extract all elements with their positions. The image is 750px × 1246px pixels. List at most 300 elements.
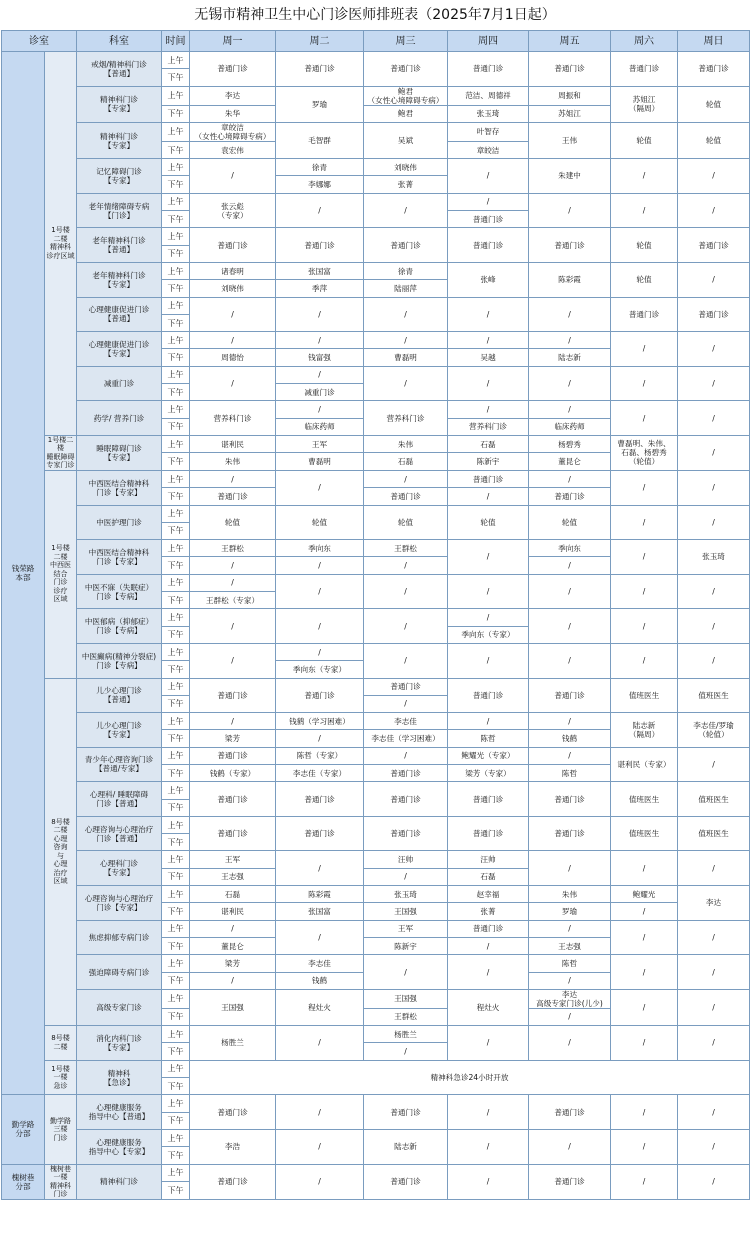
- schedule-cell: /: [190, 609, 276, 644]
- schedule-cell: 钱富强: [276, 349, 364, 366]
- time-am: 上午: [162, 816, 190, 833]
- time-pm: 下午: [162, 1008, 190, 1025]
- schedule-cell: 值班医生: [611, 816, 678, 851]
- header-thu: 周四: [448, 31, 529, 52]
- header-wed: 周三: [364, 31, 448, 52]
- header-time: 时间: [162, 31, 190, 52]
- dept-cell: 心理科/ 睡眠障碍 门诊【普通】: [77, 782, 162, 817]
- time-am: 上午: [162, 228, 190, 245]
- time-am: 上午: [162, 989, 190, 1008]
- schedule-cell: /: [276, 193, 364, 228]
- schedule-cell: 季萍: [276, 280, 364, 297]
- schedule-cell: 章皎洁 （女性心境障碍专病）: [190, 122, 276, 141]
- schedule-cell: 李达 高级专家门诊(儿少): [529, 989, 611, 1008]
- schedule-cell: /: [448, 488, 529, 505]
- schedule-cell: /: [364, 366, 448, 401]
- time-am: 上午: [162, 332, 190, 349]
- schedule-cell: 营养科门诊: [364, 401, 448, 436]
- schedule-cell: 轮值: [611, 122, 678, 158]
- schedule-cell: 曹磊明、朱伟、 石磊、杨碧秀 （轮值）: [611, 435, 678, 470]
- time-pm: 下午: [162, 418, 190, 435]
- schedule-cell: 王志强: [529, 937, 611, 954]
- schedule-cell: /: [276, 297, 364, 332]
- time-am: 上午: [162, 643, 190, 660]
- schedule-cell: 季向东（专家）: [276, 661, 364, 678]
- time-am: 上午: [162, 159, 190, 176]
- schedule-cell: 徐青: [364, 262, 448, 279]
- schedule-cell: /: [364, 695, 448, 712]
- schedule-cell: 石磊: [448, 435, 529, 453]
- schedule-cell: 陈哲: [448, 730, 529, 747]
- schedule-row: [2, 886, 750, 903]
- schedule-cell: /: [611, 159, 678, 194]
- schedule-cell: /: [529, 920, 611, 937]
- schedule-cell: 张菁: [364, 176, 448, 193]
- dept-cell: 药学/ 营养门诊: [77, 401, 162, 436]
- schedule-cell: 朱伟: [529, 886, 611, 903]
- schedule-cell: 轮值: [190, 505, 276, 540]
- schedule-cell: /: [276, 574, 364, 609]
- schedule-cell: 普通门诊: [190, 678, 276, 713]
- division-cell: 1号楼 二楼 精神科 诊疗区域: [45, 52, 77, 436]
- schedule-cell: /: [611, 401, 678, 436]
- schedule-cell: 王群松: [364, 540, 448, 557]
- schedule-cell: 普通门诊: [529, 678, 611, 713]
- time-pm: 下午: [162, 280, 190, 297]
- schedule-cell: /: [448, 1129, 529, 1164]
- schedule-cell: /: [276, 557, 364, 574]
- time-pm: 下午: [162, 453, 190, 471]
- schedule-cell: /: [190, 366, 276, 401]
- schedule-cell: 王志强: [190, 868, 276, 885]
- schedule-cell: 鲍君: [364, 105, 448, 122]
- schedule-cell: 周振和: [529, 86, 611, 105]
- schedule-cell: 石磊: [448, 868, 529, 885]
- schedule-cell: /: [276, 1026, 364, 1061]
- schedule-cell: 普通门诊: [364, 52, 448, 87]
- schedule-cell: 张玉琦: [678, 540, 750, 575]
- schedule-cell: 李志佳（学习困难）: [364, 730, 448, 747]
- time-pm: 下午: [162, 522, 190, 539]
- time-pm: 下午: [162, 1078, 190, 1095]
- section-cell: 槐树巷 分部: [2, 1164, 45, 1199]
- schedule-cell: /: [611, 989, 678, 1025]
- schedule-cell: 普通门诊: [678, 297, 750, 332]
- schedule-cell: 轮值: [276, 505, 364, 540]
- schedule-cell: 普通门诊: [364, 228, 448, 263]
- time-am: 上午: [162, 713, 190, 730]
- schedule-cell: 董昆仑: [529, 453, 611, 471]
- time-pm: 下午: [162, 141, 190, 158]
- dept-cell: 中医郁病（抑郁症） 门诊【专病】: [77, 609, 162, 644]
- schedule-cell: /: [678, 747, 750, 782]
- schedule-cell: /: [276, 851, 364, 886]
- schedule-cell: 普通门诊: [190, 747, 276, 764]
- schedule-cell: 普通门诊: [364, 1164, 448, 1199]
- time-pm: 下午: [162, 211, 190, 228]
- schedule-cell: 季向东（专家）: [448, 626, 529, 643]
- time-am: 上午: [162, 920, 190, 937]
- schedule-cell: 赵幸福: [448, 886, 529, 903]
- schedule-cell: /: [611, 366, 678, 401]
- schedule-cell: /: [678, 1026, 750, 1061]
- schedule-cell: 普通门诊: [190, 488, 276, 505]
- schedule-cell: 汪帅: [364, 851, 448, 868]
- schedule-cell: 杨胜兰: [190, 1026, 276, 1061]
- schedule-cell: 减重门诊: [276, 384, 364, 401]
- time-am: 上午: [162, 1164, 190, 1181]
- dept-cell: 心理咨询与心理治疗 门诊【专家】: [77, 886, 162, 921]
- time-am: 上午: [162, 297, 190, 314]
- schedule-cell: 曹磊明: [364, 349, 448, 366]
- schedule-cell: 朱伟: [190, 453, 276, 471]
- schedule-cell: 陈新宇: [364, 937, 448, 954]
- dept-cell: 精神科门诊: [77, 1164, 162, 1199]
- schedule-cell: 普通门诊: [276, 228, 364, 263]
- schedule-cell: 普通门诊: [276, 52, 364, 87]
- time-am: 上午: [162, 193, 190, 210]
- schedule-cell: /: [364, 1043, 448, 1060]
- schedule-cell: /: [529, 972, 611, 989]
- time-pm: 下午: [162, 1043, 190, 1060]
- time-pm: 下午: [162, 488, 190, 505]
- schedule-cell: /: [529, 1026, 611, 1061]
- schedule-cell: 罗瑜: [529, 903, 611, 920]
- schedule-cell: 朱华: [190, 105, 276, 122]
- schedule-row: [2, 816, 750, 833]
- time-pm: 下午: [162, 384, 190, 401]
- schedule-cell: 普通门诊: [529, 1164, 611, 1199]
- schedule-cell: /: [364, 747, 448, 764]
- dept-cell: 老年情绪障碍专病 【门诊】: [77, 193, 162, 228]
- schedule-cell: /: [678, 643, 750, 678]
- schedule-cell: /: [364, 297, 448, 332]
- schedule-cell: 轮值: [364, 505, 448, 540]
- schedule-cell: 张云彪 （专家）: [190, 193, 276, 228]
- schedule-cell: /: [364, 470, 448, 487]
- schedule-cell: 刘晓伟: [190, 280, 276, 297]
- schedule-cell: /: [448, 366, 529, 401]
- schedule-cell: 朱建中: [529, 159, 611, 194]
- dept-cell: 老年精神科门诊 【普通】: [77, 228, 162, 263]
- schedule-cell: /: [190, 332, 276, 349]
- schedule-cell: /: [448, 193, 529, 210]
- time-am: 上午: [162, 122, 190, 141]
- schedule-cell: /: [678, 401, 750, 436]
- schedule-cell: 陆丽萍: [364, 280, 448, 297]
- schedule-cell: 普通门诊: [364, 764, 448, 781]
- schedule-cell: /: [611, 955, 678, 990]
- time-pm: 下午: [162, 176, 190, 193]
- schedule-cell: /: [611, 1026, 678, 1061]
- schedule-cell: /: [611, 332, 678, 367]
- schedule-cell: 李达: [190, 86, 276, 105]
- section-cell: 钱荣路 本部: [2, 52, 45, 1095]
- schedule-cell: 叶智存: [448, 122, 529, 141]
- time-pm: 下午: [162, 799, 190, 816]
- schedule-cell: /: [529, 574, 611, 609]
- time-am: 上午: [162, 782, 190, 799]
- schedule-cell: 鲍君 （女性心境障碍专病）: [364, 86, 448, 105]
- schedule-cell: 王国强: [364, 989, 448, 1008]
- schedule-cell: 普通门诊: [190, 1164, 276, 1199]
- schedule-title: 无锡市精神卫生中心门诊医师排班表（2025年7月1日起）: [194, 7, 556, 23]
- header-sat: 周六: [611, 31, 678, 52]
- schedule-cell: 王军: [364, 920, 448, 937]
- schedule-cell: 普通门诊: [364, 488, 448, 505]
- schedule-cell: /: [611, 1164, 678, 1199]
- schedule-cell: 普通门诊: [448, 211, 529, 228]
- schedule-cell: 程灶火: [448, 989, 529, 1025]
- schedule-cell: 董昆仑: [190, 937, 276, 954]
- schedule-row: [2, 1060, 750, 1077]
- schedule-cell: /: [611, 1095, 678, 1130]
- schedule-cell: 李达: [678, 886, 750, 921]
- schedule-cell: /: [448, 401, 529, 418]
- schedule-cell: /: [448, 332, 529, 349]
- schedule-cell: /: [678, 1164, 750, 1199]
- header-clinic: 诊室: [2, 31, 77, 52]
- time-pm: 下午: [162, 626, 190, 643]
- schedule-cell: /: [276, 1095, 364, 1130]
- time-am: 上午: [162, 574, 190, 591]
- schedule-cell: 陈彩霞: [276, 886, 364, 903]
- header-tue: 周二: [276, 31, 364, 52]
- schedule-cell: /: [611, 574, 678, 609]
- schedule-cell: 袁宏伟: [190, 141, 276, 158]
- header-mon: 周一: [190, 31, 276, 52]
- schedule-row: [2, 920, 750, 937]
- schedule-cell: 轮值: [448, 505, 529, 540]
- schedule-cell: 石磊: [364, 453, 448, 471]
- schedule-row: [2, 713, 750, 730]
- schedule-cell: 刘晓伟: [364, 159, 448, 176]
- schedule-cell: /: [448, 713, 529, 730]
- schedule-cell: 鲍耀光: [611, 886, 678, 903]
- schedule-row: [2, 678, 750, 695]
- schedule-cell: 陆志新: [529, 349, 611, 366]
- time-pm: 下午: [162, 972, 190, 989]
- dept-cell: 心理科门诊 【专家】: [77, 851, 162, 886]
- schedule-cell: /: [611, 851, 678, 886]
- schedule-cell: 普通门诊: [190, 52, 276, 87]
- time-pm: 下午: [162, 105, 190, 122]
- schedule-cell: 王伟: [529, 122, 611, 158]
- schedule-row: [2, 86, 750, 105]
- schedule-cell: 王军: [276, 435, 364, 453]
- schedule-cell: 李浩: [190, 1129, 276, 1164]
- schedule-cell: 陈哲（专家）: [276, 747, 364, 764]
- schedule-cell: /: [276, 1164, 364, 1199]
- schedule-cell: 普通门诊: [448, 470, 529, 487]
- schedule-cell: 朱伟: [364, 435, 448, 453]
- schedule-cell: 普通门诊: [448, 816, 529, 851]
- schedule-cell: /: [611, 643, 678, 678]
- schedule-cell: /: [529, 713, 611, 730]
- schedule-cell: /: [190, 297, 276, 332]
- schedule-cell: 毛智群: [276, 122, 364, 158]
- dept-cell: 心理健康促进门诊 【普通】: [77, 297, 162, 332]
- schedule-cell: /: [529, 193, 611, 228]
- schedule-cell: 李志佳: [364, 713, 448, 730]
- schedule-cell: /: [364, 868, 448, 885]
- dept-cell: 精神科门诊 【专家】: [77, 122, 162, 158]
- schedule-cell: /: [364, 609, 448, 644]
- schedule-cell: 章皎洁: [448, 141, 529, 158]
- dept-cell: 记忆障碍门诊 【专家】: [77, 159, 162, 194]
- schedule-cell: 李志佳: [276, 955, 364, 972]
- schedule-row: [2, 470, 750, 487]
- schedule-cell: /: [611, 903, 678, 920]
- dept-cell: 儿少心理门诊 【普通】: [77, 678, 162, 713]
- time-am: 上午: [162, 678, 190, 695]
- schedule-cell: 陆志新: [364, 1129, 448, 1164]
- schedule-cell: 李志佳/罗瑜 （轮值）: [678, 713, 750, 748]
- schedule-cell: /: [611, 193, 678, 228]
- schedule-cell: 王国强: [190, 989, 276, 1025]
- schedule-cell: /: [678, 851, 750, 886]
- schedule-cell: 钱鹤（学习困难）: [276, 713, 364, 730]
- schedule-row: [2, 228, 750, 245]
- schedule-cell: /: [678, 505, 750, 540]
- dept-cell: 中西医结合精神科 门诊【专家】: [77, 540, 162, 575]
- time-am: 上午: [162, 609, 190, 626]
- schedule-cell: 普通门诊: [364, 1095, 448, 1130]
- schedule-row: [2, 366, 750, 383]
- schedule-row: [2, 193, 750, 210]
- schedule-cell: 王国强: [364, 903, 448, 920]
- schedule-cell: /: [448, 1026, 529, 1061]
- schedule-cell: /: [529, 609, 611, 644]
- schedule-row: [2, 332, 750, 349]
- schedule-cell: 值班医生: [611, 782, 678, 817]
- schedule-row: [2, 747, 750, 764]
- schedule-cell: /: [611, 1129, 678, 1164]
- schedule-cell: /: [529, 643, 611, 678]
- schedule-cell: /: [678, 435, 750, 470]
- schedule-row: [2, 52, 750, 69]
- time-pm: 下午: [162, 1147, 190, 1164]
- schedule-cell: 苏姐江: [529, 105, 611, 122]
- schedule-cell: /: [529, 401, 611, 418]
- time-pm: 下午: [162, 245, 190, 262]
- dept-cell: 强迫障碍专病门诊: [77, 955, 162, 990]
- time-pm: 下午: [162, 1112, 190, 1129]
- dept-cell: 精神科 【急诊】: [77, 1060, 162, 1095]
- dept-cell: 减重门诊: [77, 366, 162, 401]
- schedule-cell: /: [276, 609, 364, 644]
- schedule-cell: /: [678, 1129, 750, 1164]
- schedule-cell: 杨胜兰: [364, 1026, 448, 1043]
- schedule-cell: 钱鹤: [276, 972, 364, 989]
- schedule-cell: /: [678, 366, 750, 401]
- schedule-cell: 汪帅: [448, 851, 529, 868]
- schedule-cell: /: [190, 713, 276, 730]
- time-pm: 下午: [162, 868, 190, 885]
- schedule-cell: 陈哲: [529, 764, 611, 781]
- time-pm: 下午: [162, 903, 190, 920]
- schedule-cell: /: [276, 730, 364, 747]
- dept-cell: 心理健康促进门诊 【专家】: [77, 332, 162, 367]
- schedule-cell: /: [529, 297, 611, 332]
- schedule-cell: 陈彩霞: [529, 262, 611, 297]
- schedule-cell: /: [678, 159, 750, 194]
- time-am: 上午: [162, 955, 190, 972]
- schedule-row: [2, 1026, 750, 1043]
- schedule-cell: /: [276, 1129, 364, 1164]
- schedule-cell: 值班医生: [678, 816, 750, 851]
- schedule-cell: /: [678, 1095, 750, 1130]
- schedule-cell: 季向东: [529, 540, 611, 557]
- dept-cell: 心理咨询与心理治疗 门诊【普通】: [77, 816, 162, 851]
- schedule-row: [2, 262, 750, 279]
- schedule-cell: 张玉琦: [364, 886, 448, 903]
- schedule-cell: /: [190, 643, 276, 678]
- schedule-cell: /: [190, 574, 276, 591]
- schedule-cell: /: [448, 297, 529, 332]
- schedule-cell: 罗瑜: [276, 86, 364, 122]
- division-cell: 1号楼 一楼 急诊: [45, 1060, 77, 1095]
- schedule-cell: 杨碧秀: [529, 435, 611, 453]
- schedule-table: [1, 30, 750, 1200]
- time-pm: 下午: [162, 349, 190, 366]
- schedule-cell: 临床药师: [529, 418, 611, 435]
- time-am: 上午: [162, 851, 190, 868]
- schedule-cell: /: [678, 193, 750, 228]
- time-am: 上午: [162, 747, 190, 764]
- schedule-cell: 轮值: [678, 86, 750, 122]
- time-am: 上午: [162, 1060, 190, 1077]
- schedule-cell: 轮值: [611, 262, 678, 297]
- schedule-cell: /: [448, 574, 529, 609]
- time-pm: 下午: [162, 834, 190, 851]
- schedule-cell: /: [448, 643, 529, 678]
- time-pm: 下午: [162, 730, 190, 747]
- dept-cell: 高级专家门诊: [77, 989, 162, 1025]
- schedule-cell: 轮值: [611, 228, 678, 263]
- dept-cell: 青少年心理咨询门诊 【普通/专家】: [77, 747, 162, 782]
- time-pm: 下午: [162, 695, 190, 712]
- schedule-cell: /: [364, 332, 448, 349]
- header-dept: 科室: [77, 31, 162, 52]
- schedule-cell: /: [529, 366, 611, 401]
- dept-cell: 戒烟/精神科门诊 【普通】: [77, 52, 162, 87]
- schedule-cell: /: [529, 557, 611, 574]
- schedule-cell: /: [678, 609, 750, 644]
- schedule-cell: /: [611, 609, 678, 644]
- schedule-cell: 普通门诊: [529, 488, 611, 505]
- schedule-cell: 营养科门诊: [448, 418, 529, 435]
- dept-cell: 心理健康服务 指导中心【专家】: [77, 1129, 162, 1164]
- schedule-cell: 普通门诊: [276, 782, 364, 817]
- schedule-cell: /: [190, 159, 276, 194]
- schedule-cell: /: [276, 470, 364, 505]
- schedule-cell: /: [611, 470, 678, 505]
- schedule-cell: 普通门诊: [529, 782, 611, 817]
- schedule-cell: 普通门诊: [678, 228, 750, 263]
- division-cell: 槐树巷 一楼 精神科 门诊: [45, 1164, 77, 1199]
- schedule-cell: /: [448, 955, 529, 990]
- schedule-cell: /: [529, 851, 611, 886]
- schedule-cell: /: [276, 643, 364, 660]
- schedule-cell: 普通门诊: [448, 228, 529, 263]
- schedule-row: [2, 1129, 750, 1146]
- schedule-cell: 值班医生: [678, 782, 750, 817]
- schedule-cell: 营养科门诊: [190, 401, 276, 436]
- schedule-cell: 临床药师: [276, 418, 364, 435]
- schedule-cell: 普通门诊: [529, 816, 611, 851]
- schedule-cell: 曹磊明: [276, 453, 364, 471]
